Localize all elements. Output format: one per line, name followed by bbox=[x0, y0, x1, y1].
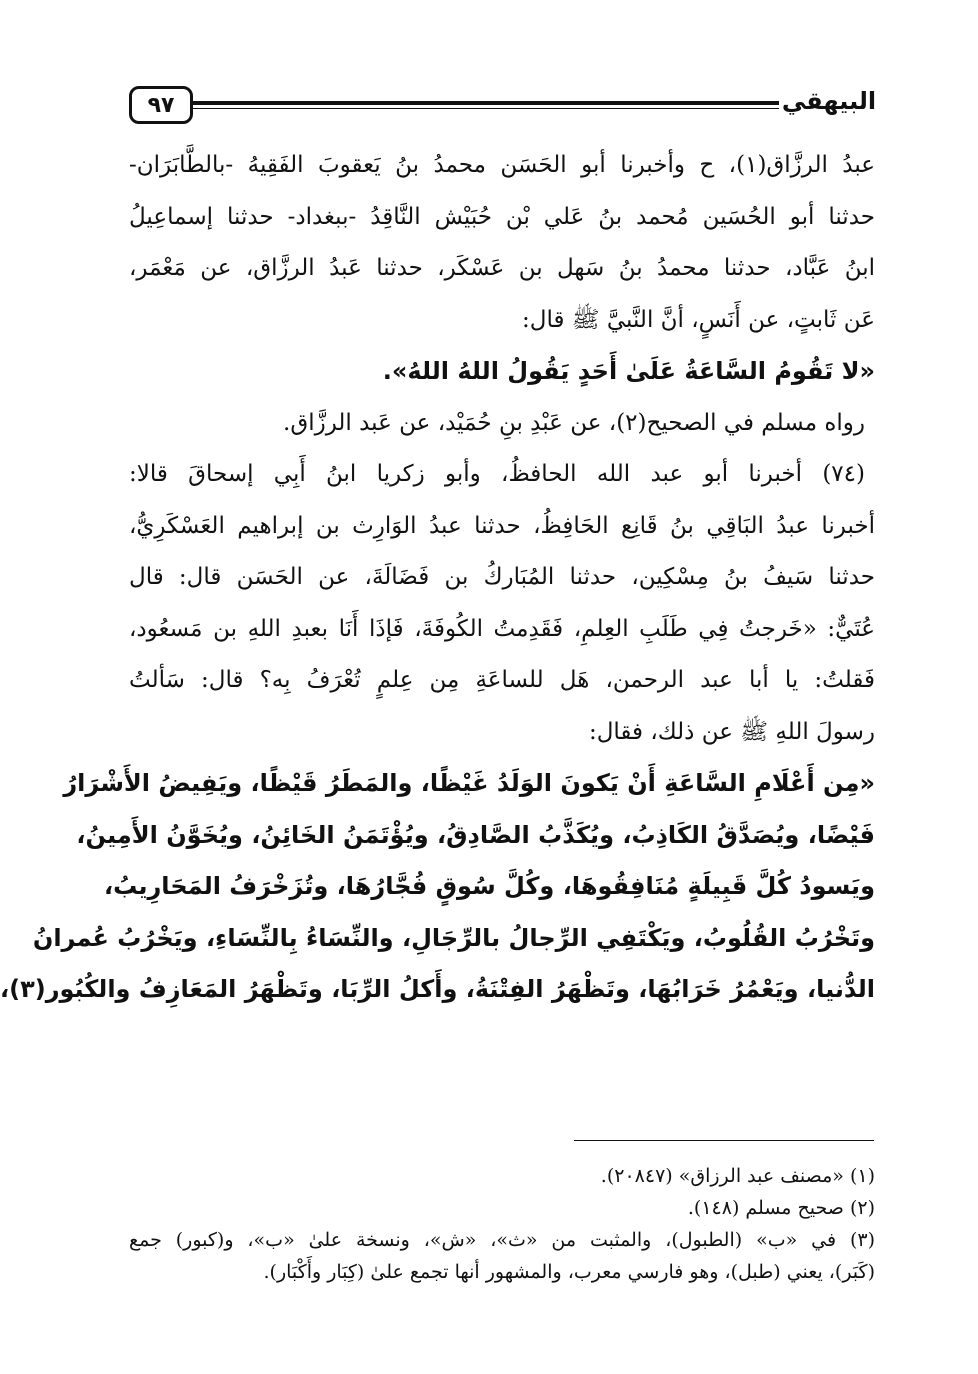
text-line: عَن ثَابتٍ، عن أَنَسٍ، أنَّ النَّبيَّ ﷺ قال: bbox=[522, 306, 875, 333]
text-line: عُتَيٌّ: «خَرجتُ فِي طَلَبِ العِلمِ، فَقَدِمتُ الكُوفَةَ، فَإذَا أَنَا بعبدِ اللهِ بن مَسعُود، bbox=[129, 615, 875, 642]
hadith-quote: ويَسودُ كُلَّ قَبِيلَةٍ مُنَافِقُوهَا، وكُلَّ سُوقٍ فُجَّارُهَا، وتُزَخْرَفُ المَحَارِيبُ، bbox=[103, 872, 875, 900]
text-line: أخبرنا عبدُ البَاقِي بنُ قَانِع الحَافِظُ، حدثنا عبدُ الوَارِث بن إبراهيم العَسْكَرِيُّ، bbox=[129, 512, 875, 539]
text-line: عبدُ الرزَّاق(١)، ح وأخبرنا أبو الحَسَن محمدُ بنُ يَعقوبَ الفَقِيهُ -بالطَّابَرَان- bbox=[129, 152, 876, 178]
book-title: البيهقي bbox=[781, 87, 877, 115]
hadith-heading: (٧٤) أخبرنا أبو عبد الله الحافظُ، وأبو زكريا ابنُ أَبِي إسحاقَ قالا: bbox=[129, 461, 865, 487]
hadith-quote: وتَخْرُبُ القُلُوبُ، ويَكْتَفِي الرِّجالُ بالرِّجَالِ، والنِّسَاءُ بِالنِّسَاءِ، ويَخْرُبُ عُمرانُ bbox=[32, 923, 875, 952]
header-rule bbox=[193, 101, 779, 105]
footnote: (٢) صحيح مسلم (١٤٨). bbox=[687, 1197, 875, 1219]
main-text bbox=[0, 140, 876, 1016]
hadith-quote: الدُّنيا، ويَعْمُرُ خَرَابُهَا، وتَظْهَرُ الفِتْنَةُ، وأَكلُ الرِّبَا، وتَظْهَرُ المَعَازِفُ والكُبُور(٣)، bbox=[0, 975, 875, 1003]
hadith-quote: «لا تَقُومُ السَّاعَةُ عَلَىٰ أَحَدٍ يَقُولُ اللهُ اللهُ». bbox=[382, 357, 875, 385]
page-number: ٩٧ bbox=[129, 86, 193, 124]
hadith-quote: «مِن أَعْلَامِ السَّاعَةِ أَنْ يَكونَ الوَلَدُ غَيْظًا، والمَطَرُ قَيْظًا، ويَفِيضُ الأَشْرَارُ bbox=[63, 769, 875, 797]
footnotes bbox=[129, 1160, 875, 1288]
page-header bbox=[129, 86, 877, 132]
text-line: فَقلتُ: يا أبا عبد الرحمن، هَل للساعَةِ مِن عِلمٍ تُعْرَفُ بِه؟ قال: سَألتُ bbox=[129, 667, 875, 693]
footnote: (٣) في «ب» (الطبول)، والمثبت من «ث»، «ش»، ونسخة علىٰ «ب»، و(كبور) جمع bbox=[129, 1229, 875, 1251]
header-rule-thin bbox=[193, 108, 779, 109]
footnote-separator bbox=[574, 1140, 874, 1141]
text-line: حدثنا أبو الحُسَين مُحمد بنُ عَلي بْن حُبَيْش النَّاقِدُ -ببغداد- حدثنا إسماعِيلُ bbox=[129, 203, 875, 230]
footnote: (كَبَر)، يعني (طبل)، وهو فارسي معرب، والمشهور أنها تجمع علىٰ (كِبَار وأَكْبَار). bbox=[263, 1261, 875, 1283]
text-line: رواه مسلم في الصحيح(٢)، عن عَبْدِ بنِ حُمَيْد، عن عَبد الرزَّاق. bbox=[283, 409, 865, 436]
text-line: حدثنا سَيفُ بنُ مِسْكِين، حدثنا المُبَاركُ بن فَضَالَةَ، عن الحَسَن قال: قال bbox=[129, 564, 875, 590]
footnote: (١) «مصنف عبد الرزاق» (٢٠٨٤٧). bbox=[600, 1165, 875, 1187]
hadith-quote: فَيْضًا، ويُصَدَّقُ الكَاذِبُ، ويُكَذَّبُ الصَّادِقُ، ويُؤْتَمَنُ الخَائِنُ، ويُخَوَّنُ الأَمِينُ، bbox=[76, 820, 875, 849]
text-line: رسولَ اللهِ ﷺ عن ذلك، فقال: bbox=[588, 718, 875, 745]
text-line: ابنُ عَبَّاد، حدثنا محمدُ بنُ سَهل بن عَسْكَر، حدثنا عَبدُ الرزَّاق، عن مَعْمَر، bbox=[129, 255, 875, 281]
